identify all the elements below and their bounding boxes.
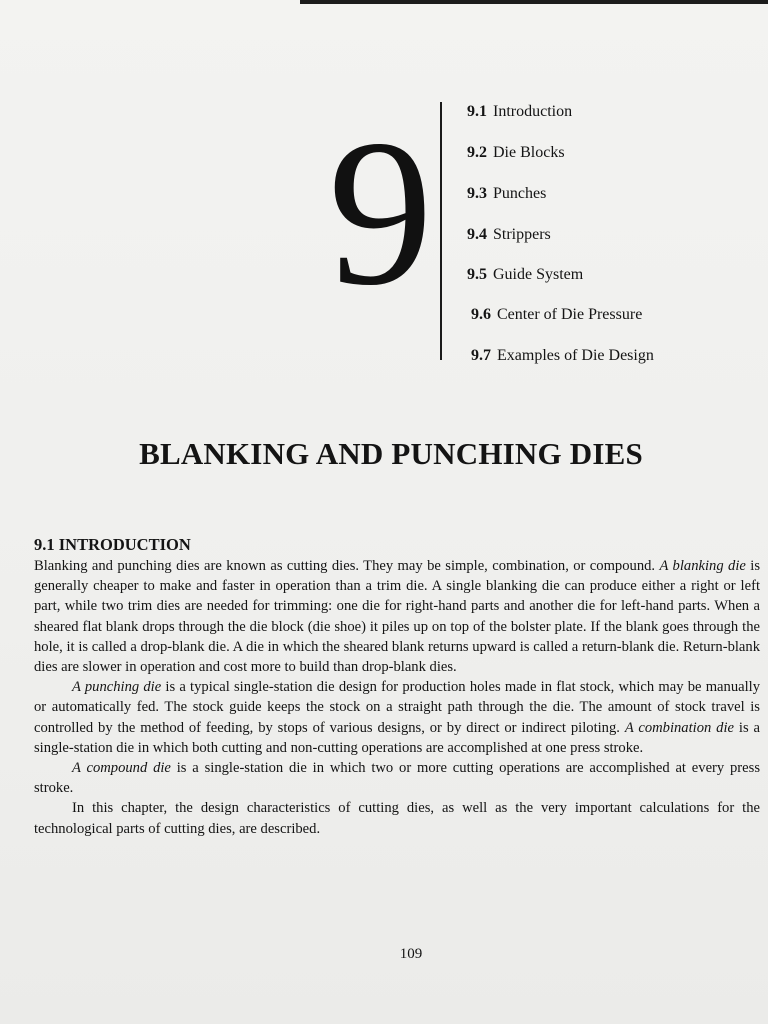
toc-item-number: 9.5	[467, 266, 487, 283]
paragraph-text: Blanking and punching dies are known as cutting dies. They may be simple, combination, or compound.	[34, 558, 656, 574]
paragraph-text: is generally cheaper to make and faster in operation than a trim die. A single blanking die can produce either a right or left part, while two trim dies are needed for trimming: one die for right-hand parts and another die for left-hand parts. When a sheared flat blank drops through the die block (die shoe) it piles up on top of the bolster plate. If the blank goes through the hole, it is called a drop-blank die. A die in which the sheared blank returns upward is called a return-blank die. Return-blank dies are slower in operation and cost more to build than drop-blank dies.	[34, 558, 760, 676]
toc-item-number: 9.2	[467, 144, 487, 161]
term-emphasis: A combination die	[624, 719, 735, 736]
chapter-divider-line	[440, 102, 442, 360]
chapter-title: BLANKING AND PUNCHING DIES	[139, 436, 643, 471]
toc-item-number: 9.3	[467, 185, 487, 202]
section-heading: 9.1 INTRODUCTION	[34, 535, 191, 554]
paragraph	[34, 758, 760, 798]
toc-item-label: Die Blocks	[493, 144, 565, 161]
toc-item-label: Examples of Die Design	[497, 347, 654, 364]
paragraph-text: is a typical single-station die design for production holes made in flat stock, which may be manually or automatically fed. The stock guide keeps the stock on a straight path through the die. The amount of stock travel is controlled by the method of feeding, by stops of various designs, or by direct or indirect piloting.	[34, 679, 760, 736]
page-number: 109	[399, 946, 423, 962]
toc-item-number: 9.6	[471, 306, 491, 323]
toc-item	[467, 266, 583, 284]
toc-item-label: Punches	[493, 185, 547, 202]
paragraph	[34, 556, 760, 677]
toc-item-number: 9.1	[467, 103, 487, 120]
toc-item	[467, 103, 572, 121]
toc-item-number: 9.7	[471, 347, 491, 364]
paragraph: In this chapter, the design characteristics of cutting dies, as well as the very important calculations for the technological parts of cutting dies, are described.	[34, 800, 760, 837]
page-top-shadow	[300, 0, 768, 4]
paragraph-text: is a single-station die in which both cutting and non-cutting operations are accomplished at one press stroke.	[34, 719, 760, 756]
toc-item-number: 9.4	[467, 226, 487, 243]
term-emphasis: A compound die	[72, 760, 171, 777]
toc-item-label: Introduction	[493, 103, 573, 120]
toc-item	[471, 306, 642, 324]
paragraph	[34, 677, 760, 758]
toc-item	[471, 347, 654, 365]
paragraph-text: is a single-station die in which two or more cutting operations are accomplished at every press stroke.	[34, 760, 761, 797]
toc-item	[467, 226, 551, 244]
toc-item	[467, 144, 565, 162]
section-body	[34, 556, 760, 839]
toc-item	[467, 185, 546, 203]
toc-item-label: Strippers	[493, 226, 551, 243]
term-emphasis: A punching die	[72, 679, 162, 696]
toc-item-label: Guide System	[493, 266, 584, 283]
term-emphasis: A blanking die	[659, 558, 746, 574]
toc-item-label: Center of Die Pressure	[497, 306, 643, 323]
chapter-number: 9	[328, 97, 433, 329]
